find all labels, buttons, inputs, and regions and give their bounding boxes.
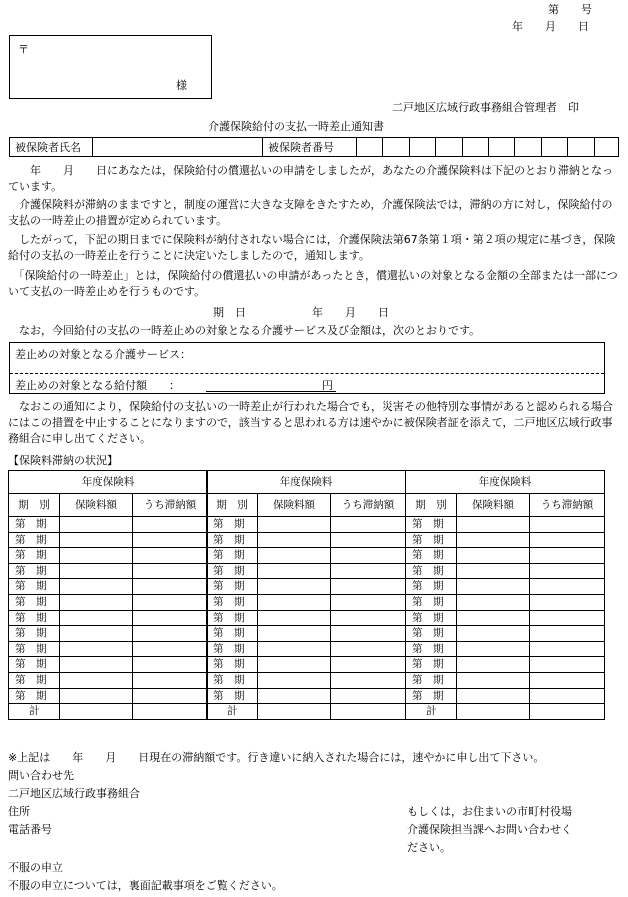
table-row [9,594,208,610]
period-label: 第 期 [9,626,60,642]
premium-cell [457,688,530,704]
premium-total-cell [60,704,133,720]
table-row [9,641,208,657]
table-row [9,517,208,533]
period-label: 第 期 [406,657,457,673]
col-arrears: うち滞納額 [331,494,406,517]
table-row [207,610,406,626]
premium-cell [258,657,331,673]
premium-cell [258,532,331,548]
arrears-cell [331,610,406,626]
period-label: 第 期 [406,610,457,626]
arrears-cell [331,626,406,642]
arrears-cell [133,579,208,595]
col-premium: 保険料額 [258,494,331,517]
arrears-cell [530,579,605,595]
arrears-cell [530,610,605,626]
divider [92,138,93,156]
period-label: 第 期 [406,548,457,564]
premium-cell [60,657,133,673]
table-row [207,548,406,564]
table-row [207,594,406,610]
arrears-cell [133,563,208,579]
period-label: 第 期 [9,641,60,657]
arrears-cell [133,641,208,657]
arrears-cell [133,594,208,610]
table-row [9,579,208,595]
col-arrears: うち滞納額 [133,494,208,517]
premium-total-cell [258,704,331,720]
premium-cell [457,657,530,673]
address-box [9,35,212,99]
premium-cell [457,579,530,595]
period-label: 第 期 [207,626,258,642]
arrears-cell [133,672,208,688]
premium-cell [258,517,331,533]
premium-cell [60,610,133,626]
period-label: 第 期 [406,579,457,595]
period-label: 第 期 [9,657,60,673]
table-row [9,548,208,564]
deadline-line: 期 日 年 月 日 [213,306,389,319]
arrears-cell [331,688,406,704]
period-label: 第 期 [207,594,258,610]
premium-cell [60,594,133,610]
period-label: 第 期 [207,672,258,688]
table-row [9,532,208,548]
period-label: 第 期 [207,641,258,657]
arrears-cell [331,594,406,610]
period-label: 第 期 [9,688,60,704]
arrears-cell [530,594,605,610]
period-label: 第 期 [207,563,258,579]
period-label: 第 期 [207,579,258,595]
inquiry-title: 問い合わせ先 [8,769,74,782]
insured-number-cell [594,138,595,156]
premium-cell [60,626,133,642]
table-row [406,610,605,626]
period-label: 第 期 [9,594,60,610]
suspension-box [9,342,605,394]
arrears-cell [133,626,208,642]
table-row [9,563,208,579]
total-row [406,704,605,720]
objection-title: 不服の申立 [8,861,63,874]
premium-cell [457,563,530,579]
amount-label: 差止めの対象となる給付額 ： [15,379,180,392]
period-label: 第 期 [207,688,258,704]
period-label: 第 期 [207,610,258,626]
period-label: 第 期 [406,641,457,657]
table-row [9,672,208,688]
table-row [207,626,406,642]
table-row [207,517,406,533]
premium-cell [457,517,530,533]
col-period: 期 別 [207,494,258,517]
insured-row [9,137,619,157]
premium-cell [457,594,530,610]
recipient-honorific: 様 [176,79,187,92]
arrears-total-cell [530,704,605,720]
table-row [9,610,208,626]
period-label: 第 期 [9,563,60,579]
service-label: 差止めの対象となる介護サービス： [15,348,191,361]
period-label: 第 期 [9,579,60,595]
arrears-cell [530,532,605,548]
total-row [9,704,208,720]
premium-cell [457,548,530,564]
premium-cell [258,688,331,704]
arrears-total-cell [331,704,406,720]
arrears-cell [133,610,208,626]
alt-contact-line-1: もしくは，お住まいの市町村役場 [407,805,572,818]
arrears-cell [331,672,406,688]
table-row [207,532,406,548]
arrears-table [405,470,605,720]
alt-contact-line-3: ださい。 [407,841,451,854]
premium-cell [258,672,331,688]
period-label: 第 期 [207,548,258,564]
arrears-cell [133,532,208,548]
col-premium: 保険料額 [457,494,530,517]
objection-text: 不服の申立については，裏面記載事項をご覧ください。 [8,879,283,892]
premium-cell [60,517,133,533]
table-row [406,548,605,564]
insured-name-label: 被保険者氏名 [15,141,81,154]
premium-cell [457,672,530,688]
premium-cell [60,641,133,657]
total-label: 計 [207,704,258,720]
period-label: 第 期 [207,657,258,673]
premium-cell [457,532,530,548]
premium-cell [258,548,331,564]
arrears-cell [530,657,605,673]
inquiry-phone: 電話番号 [8,823,52,836]
premium-cell [258,579,331,595]
period-label: 第 期 [406,672,457,688]
table-row [406,626,605,642]
table-row [207,579,406,595]
arrears-cell [331,517,406,533]
period-label: 第 期 [406,563,457,579]
arrears-cell [331,641,406,657]
table-row [406,532,605,548]
insured-number-cell [514,138,515,156]
col-premium: 保険料額 [60,494,133,517]
as-of-note: ※上記は 年 月 日現在の滞納額です。行き違いに納入された場合には，速やかに申し出て下さい。 [8,751,545,764]
table-row [9,657,208,673]
premium-cell [258,610,331,626]
arrears-cell [530,517,605,533]
alt-contact-line-2: 介護保険担当課へお問い合わせく [407,823,572,836]
premium-total-cell [457,704,530,720]
premium-cell [457,641,530,657]
arrears-cell [133,688,208,704]
paragraph-5: なお，今回給付の支払の一時差止めの対象となる介護サービス及び金額は，次のとおりです。 [8,324,481,337]
col-arrears: うち滞納額 [530,494,605,517]
period-label: 第 期 [9,532,60,548]
period-label: 第 期 [9,672,60,688]
premium-cell [60,688,133,704]
postal-mark: 〒 [18,43,29,56]
year-header: 年度保険料 [406,471,605,494]
table-row [207,563,406,579]
paragraph-2: 介護保険料が滞納のままですと，制度の運営に大きな支障をきたすため，介護保険法では，滞納の方に対し，保険給付の支払の一時差止の措置が定められています。 [8,198,613,227]
arrears-cell [133,548,208,564]
table-row [406,672,605,688]
insured-number-cell [435,138,436,156]
table-row [406,688,605,704]
table-row [406,594,605,610]
notice-number: 第 号 [548,3,592,16]
arrears-cell [530,641,605,657]
table-row [406,579,605,595]
col-period: 期 別 [406,494,457,517]
total-label: 計 [9,704,60,720]
paragraph-3: したがって，下記の期日までに保険料が納付されない場合には，介護保険法第67条第１項・第２項の規定に基づき，保険給付の支払の一時差止を行うことに決定いたしましたので，通知します。 [8,233,616,262]
premium-cell [60,579,133,595]
premium-cell [258,641,331,657]
insured-number-cell [356,138,357,156]
insured-number-cell [541,138,542,156]
period-label: 第 期 [9,517,60,533]
table-row [406,517,605,533]
arrears-cell [331,548,406,564]
table-row [9,688,208,704]
period-label: 第 期 [9,548,60,564]
premium-cell [60,548,133,564]
arrears-cell [331,532,406,548]
status-title: 【保険料滞納の状況】 [8,454,118,467]
paragraph-6: なおこの通知により，保険給付の支払いの一時差止が行われた場合でも，災害その他特別な事情があると認められる場合にはこの措置を中止することになりますので，該当すると思われる方は速やかに被保険者証を添えて，二戸地区広域行政事務組合に申し出てください。 [8,400,613,445]
notice-date: 年 月 日 [512,20,589,33]
arrears-table [206,470,406,720]
insured-number-cell [382,138,383,156]
period-label: 第 期 [406,626,457,642]
dashed-divider [10,373,604,374]
arrears-cell [133,517,208,533]
arrears-cell [530,548,605,564]
arrears-cell [331,579,406,595]
period-label: 第 期 [207,532,258,548]
col-period: 期 別 [9,494,60,517]
table-row [406,563,605,579]
premium-cell [457,626,530,642]
arrears-total-cell [133,704,208,720]
arrears-cell [133,657,208,673]
year-header: 年度保険料 [207,471,406,494]
yen-unit: 円 [322,379,333,392]
sender-line: 二戸地区広域行政事務組合管理者 印 [392,101,579,114]
period-label: 第 期 [406,594,457,610]
premium-cell [60,672,133,688]
premium-cell [457,610,530,626]
table-row [207,657,406,673]
arrears-cell [530,563,605,579]
inquiry-org: 二戸地区広域行政事務組合 [8,787,140,800]
insured-number-cell [488,138,489,156]
period-label: 第 期 [406,532,457,548]
period-label: 第 期 [9,610,60,626]
premium-cell [258,563,331,579]
table-row [207,688,406,704]
period-label: 第 期 [406,688,457,704]
paragraph-4: 「保険給付の一時差止」とは，保険給付の償還払いの申請があったとき，償還払いの対象となる金額の全部または一部について支払の一時差止めを行うものです。 [8,269,618,298]
insured-number-cell [409,138,410,156]
insured-number-cell [567,138,568,156]
table-row [207,672,406,688]
document-title: 介護保険給付の支払一時差止通知書 [208,120,384,133]
arrears-cell [530,688,605,704]
premium-cell [258,626,331,642]
premium-cell [60,563,133,579]
divider [262,138,263,156]
arrears-cell [331,657,406,673]
total-row [207,704,406,720]
period-label: 第 期 [207,517,258,533]
premium-cell [60,532,133,548]
total-label: 計 [406,704,457,720]
insured-number-label: 被保険者番号 [268,141,334,154]
premium-cell [258,594,331,610]
insured-number-cell [462,138,463,156]
table-row [9,626,208,642]
table-row [406,641,605,657]
paragraph-1: 年 月 日にあなたは，保険給付の償還払いの申請をしましたが，あなたの介護保険料は下記のとおり滞納となっています。 [8,164,613,193]
period-label: 第 期 [406,517,457,533]
arrears-cell [530,626,605,642]
arrears-table [8,470,208,720]
arrears-cell [331,563,406,579]
inquiry-address: 住所 [8,805,30,818]
table-row [207,641,406,657]
arrears-cell [530,672,605,688]
table-row [406,657,605,673]
amount-underline [206,391,336,392]
year-header: 年度保険料 [9,471,208,494]
